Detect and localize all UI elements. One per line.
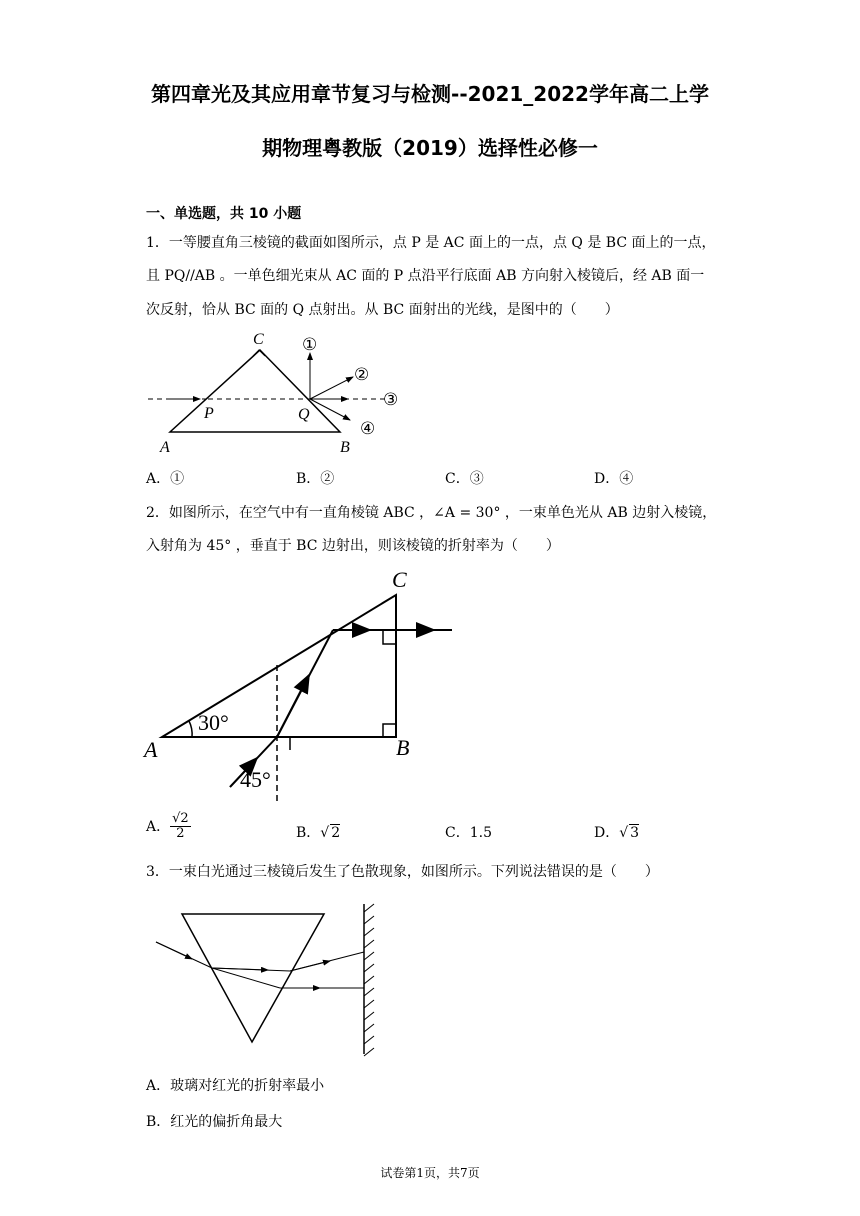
q1-option-c[interactable]: C．③ [445, 471, 484, 487]
q1-option-a[interactable]: A．① [146, 471, 185, 487]
q1-ray-2 [310, 377, 353, 399]
q2-prism-figure [142, 565, 462, 805]
q2-option-d[interactable]: D．√ 3 [594, 825, 640, 841]
q2-label-C: C [392, 567, 407, 592]
q1-label-P: P [204, 405, 214, 422]
q1-ray-4 [310, 399, 350, 420]
q1-label-r2: ② [354, 365, 370, 384]
q1-label-B: B [340, 439, 350, 456]
q2-label-30deg: 30° [198, 710, 229, 735]
q1-text-line2: 且 PQ//AB 。一单色细光束从 AC 面的 P 点沿平行底面 AB 方向射入棱镜后，经 AB 面一 [146, 268, 705, 284]
q1-label-Q: Q [298, 406, 310, 423]
q2-option-b[interactable]: B．√ 2 [296, 825, 341, 841]
q2-label-A: A [144, 737, 158, 762]
q1-option-d[interactable]: D．④ [594, 471, 634, 487]
doc-title-line1: 第四章光及其应用章节复习与检测--2021_2022学年高二上学 [151, 82, 709, 106]
q2-option-a[interactable]: A． $\frac{√2}{2}$ [146, 811, 189, 842]
q2-text-line2: 入射角为 45° ，垂直于 BC 边射出，则该棱镜的折射率为（ ） [146, 538, 560, 554]
q1-text-line3: 次反射，恰从 BC 面的 Q 点射出。从 BC 面射出的光线，是图中的（ ） [146, 302, 619, 318]
q3-prism [182, 914, 324, 1042]
q1-option-b[interactable]: B．② [296, 471, 335, 487]
q2-text-line1: 2．如图所示，在空气中有一直角棱镜 ABC ，∠A = 30° ，一束单色光从 AB 边射入棱镜， [146, 505, 717, 521]
q2-label-45deg: 45° [240, 767, 271, 792]
doc-title-line2: 期物理粤教版（2019）选择性必修一 [262, 136, 598, 160]
q1-label-A: A [160, 439, 170, 456]
q1-prism [170, 350, 340, 432]
q1-text-line1: 1．一等腰直角三棱镜的截面如图所示，点 P 是 AC 面上的一点，点 Q 是 BC 面上的一点， [146, 235, 716, 251]
section-heading: 一、单选题，共 10 小题 [146, 206, 302, 222]
q1-label-r1: ① [302, 335, 318, 354]
q3-dispersion-figure [150, 900, 390, 1060]
q2-label-B: B [396, 735, 410, 760]
q2-option-c[interactable]: C．1.5 [445, 825, 492, 841]
q3-text-line1: 3．一束白光通过三棱镜后发生了色散现象，如图所示。下列说法错误的是（ ） [146, 864, 659, 880]
q3-option-a[interactable]: A．玻璃对红光的折射率最小 [146, 1078, 325, 1094]
q1-prism-figure [140, 328, 560, 458]
page-footer: 试卷第1页，共7页 [380, 1166, 480, 1180]
q3-option-b[interactable]: B．红光的偏折角最大 [146, 1114, 283, 1130]
q3-inner-ray-2 [212, 968, 280, 988]
q1-label-r4: ④ [360, 419, 376, 438]
q1-label-C: C [253, 331, 264, 348]
q1-label-r3: ③ [383, 390, 399, 409]
